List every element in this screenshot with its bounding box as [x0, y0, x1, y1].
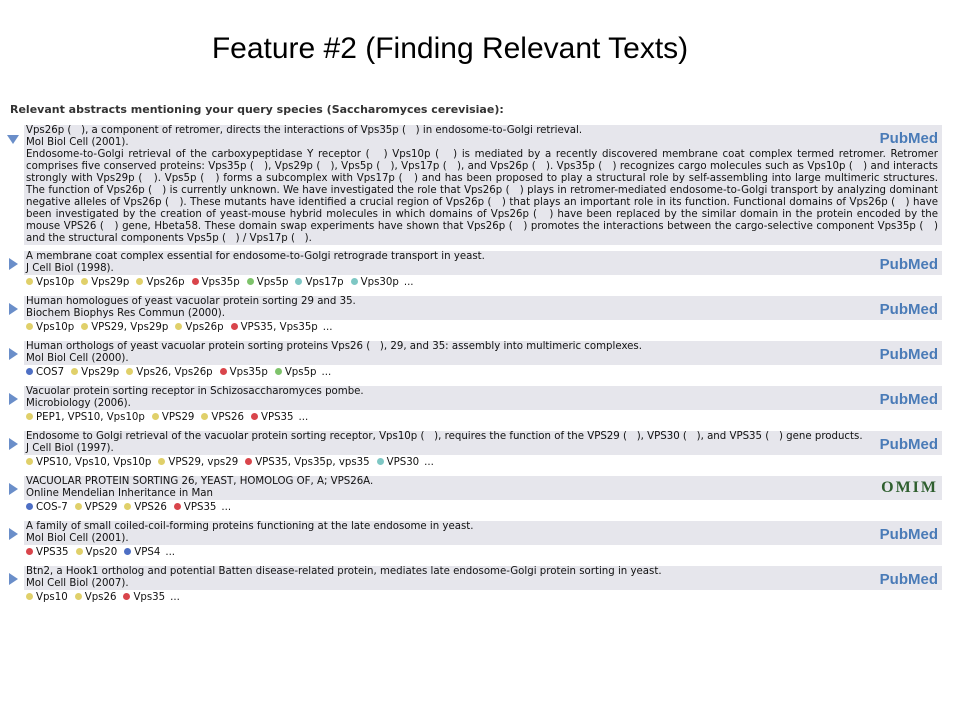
- species-tag-label: Vps17p: [305, 277, 344, 288]
- species-tag-label: Vps26: [84, 592, 117, 603]
- species-tag[interactable]: [293, 277, 343, 288]
- expand-arrow-icon[interactable]: [9, 573, 18, 585]
- color-dot-icon: [26, 458, 33, 465]
- species-tag-label: ...: [221, 502, 232, 513]
- species-tag-label: VPS29: [161, 412, 195, 423]
- species-tags: [24, 410, 960, 425]
- species-tag[interactable]: [24, 322, 74, 333]
- species-tag-label: ...: [321, 367, 332, 378]
- color-dot-icon: [295, 278, 302, 285]
- species-tag[interactable]: [249, 412, 294, 423]
- color-dot-icon: [275, 368, 282, 375]
- species-tag-label: Vps10: [36, 592, 68, 603]
- color-dot-icon: [175, 323, 182, 330]
- color-dot-icon: [26, 503, 33, 510]
- species-tag-label: Vps35p: [229, 367, 268, 378]
- result-entry: [0, 566, 960, 605]
- result-entry: [0, 341, 960, 380]
- species-tags: [24, 455, 960, 470]
- species-tags: [24, 545, 960, 560]
- species-tag[interactable]: [299, 412, 309, 423]
- species-tag[interactable]: [74, 547, 118, 558]
- result-journal: Online Mendelian Inheritance in Man: [26, 488, 213, 499]
- color-dot-icon: [247, 278, 254, 285]
- species-tag-label: VPS35, Vps35p: [240, 322, 318, 333]
- color-dot-icon: [245, 458, 252, 465]
- species-tag[interactable]: [156, 457, 238, 468]
- species-tag-label: ...: [165, 547, 176, 558]
- result-title-link[interactable]: A membrane coat complex essential for endosome-to-Golgi retrograde transport in yeast.: [26, 251, 485, 262]
- species-tag-label: Vps26p: [146, 277, 185, 288]
- species-tag[interactable]: [122, 547, 160, 558]
- species-tag[interactable]: [24, 592, 68, 603]
- species-tag-label: COS7: [36, 367, 65, 378]
- expand-arrow-icon[interactable]: [9, 483, 18, 495]
- result-header: [24, 125, 942, 245]
- color-dot-icon: [251, 413, 258, 420]
- color-dot-icon: [124, 503, 131, 510]
- result-header: [24, 341, 942, 365]
- result-header: [24, 251, 942, 275]
- color-dot-icon: [192, 278, 199, 285]
- color-dot-icon: [81, 278, 88, 285]
- species-tag[interactable]: [124, 367, 212, 378]
- species-tag[interactable]: [79, 322, 168, 333]
- species-tag[interactable]: [73, 502, 118, 513]
- color-dot-icon: [158, 458, 165, 465]
- color-dot-icon: [75, 593, 82, 600]
- color-dot-icon: [231, 323, 238, 330]
- species-tag[interactable]: [190, 277, 240, 288]
- species-tag[interactable]: [24, 412, 145, 423]
- result-entry: [0, 476, 960, 515]
- species-tag-label: Vps26, Vps26p: [136, 367, 213, 378]
- species-tags: [24, 275, 960, 290]
- color-dot-icon: [26, 368, 33, 375]
- expand-arrow-icon[interactable]: [9, 258, 18, 270]
- pubmed-logo[interactable]: PubMed: [879, 571, 938, 588]
- expand-arrow-icon[interactable]: [9, 528, 18, 540]
- species-tag-label: ...: [424, 457, 434, 468]
- expand-arrow-icon[interactable]: [9, 393, 18, 405]
- species-tag-label: VPS35: [36, 547, 69, 558]
- species-tag-label: VPS10, Vps10, Vps10p: [36, 457, 152, 468]
- species-tag-label: ...: [298, 412, 309, 423]
- species-tag-label: Vps30p: [360, 277, 399, 288]
- species-tag-label: Vps5p: [284, 367, 317, 378]
- species-tag[interactable]: [170, 592, 180, 603]
- species-tag[interactable]: [221, 502, 231, 513]
- species-tag-label: Vps29p: [81, 367, 120, 378]
- species-tag[interactable]: [79, 277, 129, 288]
- color-dot-icon: [377, 458, 384, 465]
- species-tag-label: VPS30: [386, 457, 420, 468]
- species-tag-label: ...: [170, 592, 180, 603]
- species-tag-label: Vps35p: [201, 277, 240, 288]
- result-title-link[interactable]: Human homologues of yeast vacuolar protein sorting 29 and 35.: [26, 296, 356, 307]
- species-tag[interactable]: [245, 277, 289, 288]
- result-journal: Biochem Biophys Res Commun (2000).: [26, 308, 225, 319]
- color-dot-icon: [124, 548, 131, 555]
- result-title-link[interactable]: Vacuolar protein sorting receptor in Schizosaccharomyces pombe.: [26, 386, 364, 397]
- species-tags: [24, 320, 960, 335]
- species-tag-label: ...: [403, 277, 414, 288]
- species-tag-label: VPS29, Vps29p: [91, 322, 169, 333]
- pubmed-logo[interactable]: PubMed: [879, 301, 938, 318]
- species-tag-label: Vps26p: [185, 322, 224, 333]
- species-tag[interactable]: [24, 457, 151, 468]
- collapse-arrow-icon[interactable]: [7, 135, 19, 144]
- result-journal: Mol Biol Cell (2001).: [26, 533, 129, 544]
- result-journal: J Cell Biol (1998).: [26, 263, 114, 274]
- color-dot-icon: [26, 548, 33, 555]
- species-tags: [24, 365, 960, 380]
- result-entry: [0, 386, 960, 425]
- species-tag[interactable]: [122, 502, 167, 513]
- species-tag[interactable]: [24, 502, 68, 513]
- species-tag-label: VPS35: [183, 502, 217, 513]
- species-tag[interactable]: [273, 367, 317, 378]
- species-tags: [24, 590, 960, 605]
- pubmed-logo[interactable]: PubMed: [879, 526, 938, 543]
- species-tag-label: COS-7: [36, 502, 68, 513]
- species-tag[interactable]: [69, 367, 119, 378]
- color-dot-icon: [152, 413, 159, 420]
- expand-arrow-icon[interactable]: [9, 438, 18, 450]
- species-tag[interactable]: [24, 367, 64, 378]
- species-tag-label: VPS35: [260, 412, 294, 423]
- species-tag-label: Vps5p: [256, 277, 289, 288]
- result-header: [24, 386, 942, 410]
- species-tag-label: Vps20: [85, 547, 118, 558]
- expand-arrow-icon[interactable]: [9, 348, 18, 360]
- species-tag-label: Vps10p: [36, 322, 75, 333]
- result-journal: Mol Cell Biol (2007).: [26, 578, 129, 589]
- result-entry: [0, 251, 960, 290]
- color-dot-icon: [126, 368, 133, 375]
- species-tag[interactable]: [172, 502, 217, 513]
- color-dot-icon: [220, 368, 227, 375]
- species-tag[interactable]: [243, 457, 369, 468]
- result-title-link[interactable]: A family of small coiled-coil-forming proteins functioning at the late endosome in yeast.: [26, 521, 474, 532]
- pubmed-logo[interactable]: PubMed: [879, 391, 938, 408]
- species-tag-label: VPS35, Vps35p, vps35: [255, 457, 370, 468]
- result-header: [24, 431, 942, 455]
- species-tag[interactable]: [150, 412, 195, 423]
- result-header: [24, 521, 942, 545]
- result-title-link[interactable]: VACUOLAR PROTEIN SORTING 26, YEAST, HOMOLOG OF, A; VPS26A.: [26, 476, 374, 487]
- species-tag[interactable]: [24, 547, 69, 558]
- results-heading: Relevant abstracts mentioning your query species (Saccharomyces cerevisiae):: [10, 103, 504, 116]
- result-journal: J Cell Biol (1997).: [26, 443, 114, 454]
- result-title-link[interactable]: Vps26p ( ), a component of retromer, directs the interactions of Vps35p ( ) in endosome-to-Golgi retrieval.: [26, 125, 583, 136]
- result-entry: [0, 296, 960, 335]
- result-header: [24, 476, 942, 500]
- color-dot-icon: [174, 503, 181, 510]
- color-dot-icon: [26, 413, 33, 420]
- species-tag-label: VPS26: [211, 412, 244, 423]
- species-tag-label: Vps10p: [36, 277, 75, 288]
- species-tag-label: Vps29p: [91, 277, 130, 288]
- result-journal: Mol Biol Cell (2000).: [26, 353, 129, 364]
- species-tag[interactable]: [73, 592, 117, 603]
- color-dot-icon: [81, 323, 88, 330]
- species-tag[interactable]: [424, 457, 434, 468]
- omim-logo[interactable]: OMIM: [881, 479, 938, 496]
- species-tag-label: VPS4: [134, 547, 161, 558]
- species-tag[interactable]: [134, 277, 184, 288]
- color-dot-icon: [26, 593, 33, 600]
- species-tag-label: VPS26: [134, 502, 167, 513]
- result-abstract: Endosome-to-Golgi retrieval of the carboxypeptidase Y receptor ( ) Vps10p ( ) is mediated by a recently discovered membrane coat complex termed retromer. Retromer comprises five conserved proteins: Vps35p ( ), Vps29p ( ), Vps5p ( ), Vps17p ( ), and Vps26p ( ). Vps35p ( ) recognizes cargo molecules such as Vps10p ( ) and interacts strongly with Vps29p ( ). Vps5p ( ) forms a subcomplex with Vps17p ( ) and has been proposed to play a structural role by self-assembling into large multimeric structures. The function of Vps26p ( ) is currently unknown. We have investigated the role that Vps26p ( ) plays in retromer-mediated endosome-to-Golgi transport by analyzing dominant negative alleles of Vps26p ( ). These mutants have identified a crucial region of Vps26p ( ) that plays an important role in its function. Functional domains of Vps26p ( ) have been investigated by the creation of yeast-mouse hybrid molecules in which domains of Vps26p ( ) have been replaced by the similar domain in the protein encoded by the mouse VPS26 ( ) gene, Hbeta58. These domain swap experiments have shown that Vps26p ( ) promotes the interactions between the cargo-selective component Vps35p ( ) and the structural components Vps5p ( ) / Vps17p ( ).: [26, 149, 938, 244]
- species-tag[interactable]: [404, 277, 414, 288]
- color-dot-icon: [26, 323, 33, 330]
- result-header: [24, 296, 942, 320]
- result-title-link[interactable]: Btn2, a Hook1 ortholog and potential Batten disease-related protein, mediates late endosome-Golgi protein sorting in yeast.: [26, 566, 662, 577]
- color-dot-icon: [75, 503, 82, 510]
- color-dot-icon: [76, 548, 83, 555]
- species-tag[interactable]: [24, 277, 74, 288]
- color-dot-icon: [123, 593, 130, 600]
- species-tag[interactable]: [165, 547, 175, 558]
- result-header: [24, 566, 942, 590]
- species-tag[interactable]: [229, 322, 318, 333]
- species-tag[interactable]: [349, 277, 399, 288]
- species-tag[interactable]: [121, 592, 165, 603]
- pubmed-logo[interactable]: PubMed: [879, 346, 938, 363]
- result-entry: [0, 431, 960, 470]
- color-dot-icon: [71, 368, 78, 375]
- color-dot-icon: [136, 278, 143, 285]
- species-tag-label: VPS29, vps29: [168, 457, 239, 468]
- species-tags: [24, 500, 960, 515]
- color-dot-icon: [26, 278, 33, 285]
- pubmed-logo[interactable]: PubMed: [879, 436, 938, 453]
- pubmed-logo[interactable]: PubMed: [879, 256, 938, 273]
- species-tag[interactable]: [323, 322, 333, 333]
- species-tag[interactable]: [199, 412, 244, 423]
- result-journal: Mol Biol Cell (2001).: [26, 137, 129, 148]
- species-tag[interactable]: [322, 367, 332, 378]
- species-tag-label: Vps35: [133, 592, 166, 603]
- species-tag-label: VPS29: [84, 502, 118, 513]
- species-tag[interactable]: [375, 457, 420, 468]
- species-tag-label: PEP1, VPS10, Vps10p: [36, 412, 145, 423]
- species-tag[interactable]: [173, 322, 223, 333]
- color-dot-icon: [351, 278, 358, 285]
- result-title-link[interactable]: Human orthologs of yeast vacuolar protein sorting proteins Vps26 ( ), 29, and 35: assembly into multimeric complexes.: [26, 341, 642, 352]
- species-tag[interactable]: [218, 367, 268, 378]
- slide-title: Feature #2 (Finding Relevant Texts): [211, 32, 689, 65]
- pubmed-logo[interactable]: PubMed: [879, 130, 938, 147]
- result-entry: [0, 125, 960, 245]
- color-dot-icon: [201, 413, 208, 420]
- result-title-link[interactable]: Endosome to Golgi retrieval of the vacuolar protein sorting receptor, Vps10p ( ), requires the function of the VPS29 ( ), VPS30 ( ), and VPS35 ( ) gene products.: [26, 431, 863, 442]
- result-entry: [0, 521, 960, 560]
- species-tag-label: ...: [322, 322, 333, 333]
- expand-arrow-icon[interactable]: [9, 303, 18, 315]
- results-list: [0, 125, 960, 605]
- result-journal: Microbiology (2006).: [26, 398, 131, 409]
